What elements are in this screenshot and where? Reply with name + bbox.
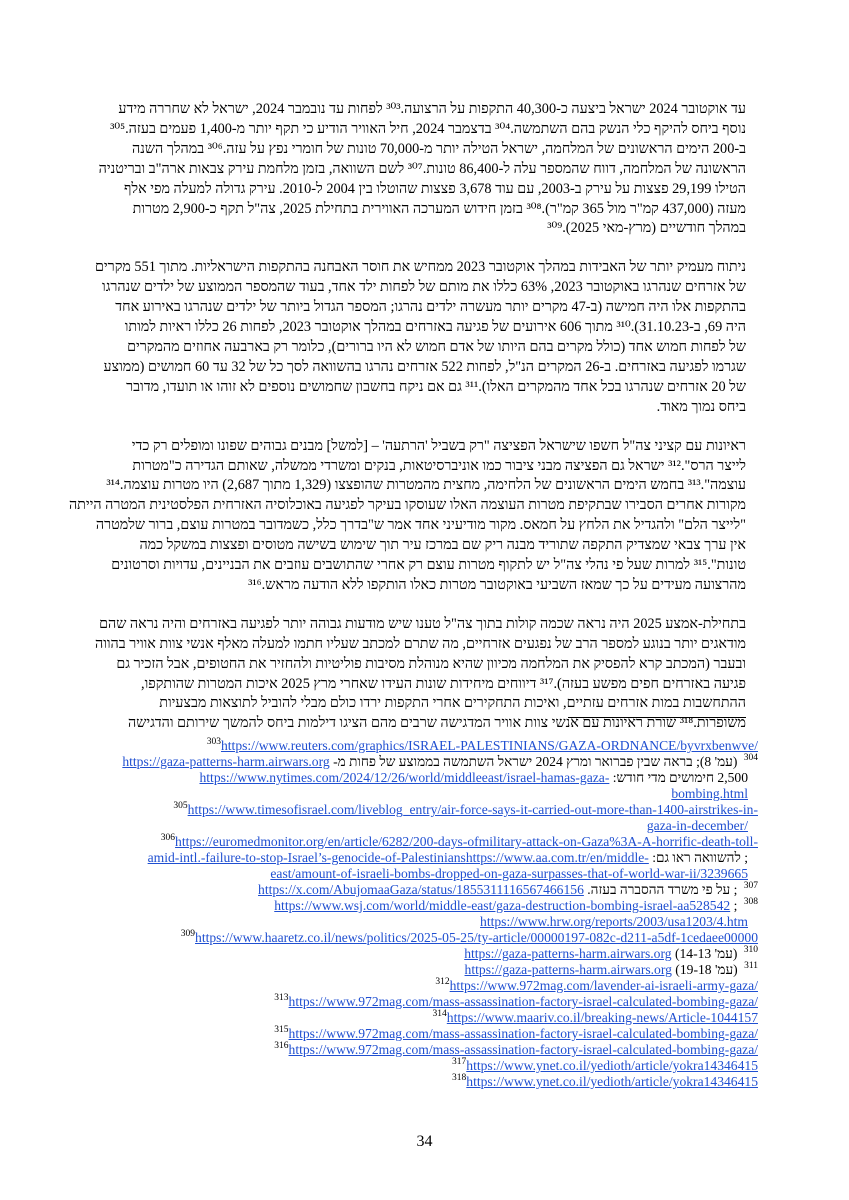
footnote (104, 962, 758, 978)
footnote-number: 315 (274, 1025, 289, 1036)
footnote (104, 1010, 758, 1026)
footnote (104, 978, 758, 994)
footnote-note: 2,500 חימושים מדי חודש: (609, 770, 748, 785)
footnote-link[interactable]: https://gaza-patterns-harm.airwars.org (464, 962, 672, 977)
footnote (104, 834, 758, 850)
text-line: הראשונה של המלחמה, דווח שהמספר עלה ל-86,400 טונות.³⁰⁷ לשם השוואה, בזמן מלחמת עירק צבאות ארה"ב ובריטניה (98, 160, 746, 177)
footnote (104, 850, 758, 866)
text-line: נוסף ביחס להיקף כלי הנשק בהם השתמשה.³⁰⁴ בדצמבר 2024, חיל האוויר הודיע כי תקף יותר מ-1,400 פעמים בעזה.³⁰⁵ (110, 120, 746, 137)
footnote-separator (568, 717, 746, 718)
footnote-link[interactable]: https://www.maariv.co.il/breaking-news/Article-1044157 (446, 1010, 758, 1025)
footnote-link[interactable]: https://www.hrw.org/reports/2003/usa1203/4.htm (480, 914, 748, 929)
footnote-link[interactable]: east/amount-of-israeli-bombs-dropped-on-gaza-surpasses-that-of-world-war-ii/3239665 (270, 866, 748, 881)
text-line: ההתחשבות במות אזרחים עזתיים, ואיכות התחקירים אחרי התקפות ירדו כולם מבלי להוביל לתוצאות מבצעיות (159, 695, 746, 712)
text-line: משופרות.³¹⁸ שורת ראיונות עם אנשי צוות אוויר המדגישה שרבים מהם הציגו דילמות ביחס להמשך שירותם והדגישה (127, 715, 746, 732)
footnotes (104, 738, 758, 1090)
text-line: ב-200 הימים הראשונים של המלחמה, ישראל הטילה יותר מ-70,000 טונות של חומרי נפץ על עזה.³⁰⁶ במהלך השנה (132, 140, 746, 157)
footnote (104, 802, 758, 818)
footnote (104, 930, 758, 946)
footnote-note: (עמ' 14-13) (671, 946, 741, 961)
text-line: מודאגים יותר בנוגע למספר הרב של נפגעים אזרחיים, מה שתרם למכתב שעליו חתמו למעלה מאלף אנשי צוות אוויר בהווה (94, 635, 746, 652)
footnote-number: 310 (743, 945, 758, 956)
footnote-link[interactable]: amid-intl.-failure-to-stop-Israel’s-genocide-of-Palestinians (147, 850, 466, 865)
footnote-link[interactable]: https://www.ynet.co.il/yedioth/article/yokra14346415 (466, 1058, 758, 1073)
text-line: לייצר הרס".³¹² ישראל גם הפציצה מבני ציבור כמו אוניברסיטאות, בנקים ומשרדי ממשלה, שאותם הגדירה כ"מטרות (132, 457, 746, 474)
text-line: ובעבר (המכתב קרא להפסיק את המלחמה מכיוון שהיא מנוהלת מסיבות פוליטיות ולהחזיר את החטופים, אבל הזכיר גם (116, 655, 746, 672)
footnote-number: 313 (274, 993, 289, 1004)
footnote-number: 311 (744, 961, 758, 972)
footnote (104, 866, 758, 882)
text-line: מהרצועה מעידים על כך שמאז השביעי באוקטובר מטרות כאלו הותקפו ללא הודעה מראש.³¹⁶ (248, 576, 746, 593)
footnote-note: (עמ' 8); בראה שבין פברואר ומרץ 2024 ישראל השתמשה בממוצע של פחות מ- (329, 754, 741, 769)
footnote-link[interactable]: https://www.reuters.com/graphics/ISRAEL-PALESTINIANS/GAZA-ORDNANCE/byvrxbenwve/ (220, 738, 758, 753)
footnote-note: ; להשוואה ראו גם: (648, 850, 748, 865)
footnote-note: (עמ' 19-18) (671, 962, 742, 977)
footnote-number: 307 (743, 881, 758, 892)
text-line: של לפחות חמוש אחד (כולל מקרים בהם היותו של אדם חמוש לא היו ברורים), כלומר רק בארבעה אחוזים מהמקרים (127, 338, 746, 355)
footnote (104, 754, 758, 770)
footnote-number: 306 (160, 833, 176, 844)
footnote-link[interactable]: https://www.wsj.com/world/middle-east/gaza-destruction-bombing-israel-aa528542 (274, 898, 731, 913)
footnote (104, 1026, 758, 1042)
text-line: עוצמה".³¹³ בחמש הימים הראשונים של הלחימה, מחצית מהמטרות שהופצצו (1,329 מתוך 2,687) היו מטרות עוצמה.³¹⁴ (106, 477, 746, 494)
footnote-number: 308 (743, 897, 758, 908)
footnote (104, 1042, 758, 1058)
main-text (68, 100, 746, 753)
footnote (104, 818, 758, 834)
text-line: של 20 אזרחים שנהרגו בכל אחד מהמקרים האלו).³¹¹ גם אם ניקח בחשבון שחמושים נוספים לא זוהו או תועדו, מדובר (126, 378, 746, 395)
footnote-link[interactable]: https://www.aa.com.tr/en/middle- (465, 850, 649, 865)
footnote-link[interactable]: bombing.html (671, 786, 748, 801)
footnote-link[interactable]: https://gaza-patterns-harm.airwars.org (464, 946, 672, 961)
text-line: "לייצר הלם" ולהגדיל את הלחץ על חמאס. מקור מודיעיני אחד אמר ש"בדרך כלל, כשמדובר במטרות עוצם, ברור שלמטרה (95, 517, 746, 534)
footnote (104, 770, 758, 786)
footnote (104, 882, 758, 898)
footnote-link[interactable]: https://gaza-patterns-harm.airwars.org (122, 754, 330, 769)
footnote-link[interactable]: https://x.com/AbujomaaGaza/status/1855311116567466156 (258, 882, 584, 897)
footnote-number: 314 (432, 1009, 447, 1020)
text-line: אין ערך צבאי שמצדיק התקפה שתוריד מבנה ריק שם במרכז עיר תוך שימוש בשישה מטוסים ופצצות במשקל כמה (139, 537, 746, 554)
text-line: מקורות אחרים הסבירו שבתקיפת מטרות העוצמה האלו שעוסקו בעיקר לפגיעה באוכלוסיה האזרחית הפלסטינית המטרה הייתה (68, 497, 746, 514)
text-line: שגרמו לפגיעה באזרחים. ב-26 המקרים הנ"ל, לפחות 522 אזרחים נהרגו בהשוואה לסך כל של 32 עד 60 חמושים (ממוצע (103, 358, 746, 375)
footnote-link[interactable]: https://www.972mag.com/mass-assassination-factory-israel-calculated-bombing-gaza/ (288, 1026, 758, 1041)
footnote-number: 304 (743, 753, 758, 764)
footnote-link[interactable]: https://euromedmonitor.org/en/article/6282/200-days-ofmilitary-attack-on-Gaza%3A-A-horrific-death-toll- (175, 834, 758, 849)
footnote (104, 738, 758, 754)
paragraph (98, 100, 746, 239)
text-line: עד אוקטובר 2024 ישראל ביצעה כ-40,300 התקפות על הרצועה.³⁰³ לפחות עד נובמבר 2024, ישראל לא שחררה מידע (118, 101, 746, 117)
text-line: טונות".³¹⁵ למרות שעל פי נהלי צה"ל יש לתקוף מטרות עוצם רק אחרי שהתושבים עוזבים את הבניינים, עדויות וסרטונים (111, 557, 746, 574)
text-line: ביחס נמוך מאוד. (656, 398, 746, 415)
text-line: היה 69, ב-31.10.23).³¹⁰ מתוך 606 אירועים של פגיעה באזרחים במהלך אוקטובר 2023, לפחות 26 כללו ראיות למותו (124, 319, 746, 336)
footnote-number: 312 (435, 977, 450, 988)
footnote-note: ; (730, 898, 741, 913)
footnote (104, 898, 758, 914)
footnote-link[interactable]: https://www.972mag.com/lavender-ai-israeli-army-gaza/ (449, 978, 758, 993)
page-number: 34 (416, 1133, 433, 1150)
paragraph (95, 258, 746, 417)
footnote-number: 316 (274, 1041, 289, 1052)
text-line: ראיונות עם קציני צה"ל חשפו שישראל הפציצה "רק בשביל 'הרתעה' – [למשל] מבנים גבוהים שפונו ומופלים רק כדי (131, 437, 746, 454)
footnote (104, 786, 758, 802)
text-line: ניתוח מעמיק יותר של האבידות במהלך אוקטובר 2023 ממחיש את חוסר האבחנה בהתקפות הישראליות. מתוך 551 מקרים (95, 259, 746, 276)
text-line: פגיעה באזרחים חפים מפשע בעזה).³¹⁷ דיווחים מיחידות שונות העידו שאחרי מרץ 2025 איכות המטרות שהותקפו, (141, 675, 746, 692)
text-line: הטילו 29,199 פצצות על עירק ב-2003, עם עוד 3,678 פצצות שהוטלו בין 2004 ל-2010. עירק גדולה למעלה מפי אלף (124, 180, 746, 197)
footnote (104, 1074, 758, 1090)
paragraph (68, 437, 746, 596)
footnote-link[interactable]: gaza-in-december/ (646, 818, 748, 833)
footnote-number: 317 (452, 1057, 467, 1068)
text-line: של אזרחים שנהרגו באוקטובר 2023, 63% כללו את מותם של לפחות ילד אחד, בעוד שהמספר הממוצע של ילדים שנהרגו (102, 279, 746, 296)
footnote-link[interactable]: https://www.haaretz.co.il/news/politics/2025-05-25/ty-article/00000197-082c-d211-a5df-1cedaee00000 (195, 930, 758, 945)
text-line: מעזה (437,000 קמ"ר מול 365 קמ"ר).³⁰⁸ בזמן חידוש המערכה האווירית בתחילת 2025, צה"ל תקף כ-2,900 מטרות (132, 200, 746, 217)
footnote-number: 303 (206, 737, 221, 748)
text-line: בתחילת-אמצע 2025 היה נראה שכמה קולות בתוך צה"ל טענו שיש מודעות גבוהה יותר לפגיעה באזרחים והיה נראה שהם (99, 615, 746, 632)
text-line: במהלך חודשיים (מרץ-מאי 2025).³⁰⁹ (547, 220, 746, 237)
footnote (104, 946, 758, 962)
footnote-link[interactable]: https://www.nytimes.com/2024/12/26/world/middleeast/israel-hamas-gaza- (199, 770, 610, 785)
footnote (104, 1058, 758, 1074)
footnote-note: ; על פי משרד ההסברה בעזה. (583, 882, 741, 897)
footnote-link[interactable]: https://www.ynet.co.il/yedioth/article/yokra14346415 (466, 1074, 758, 1089)
footnote-number: 305 (173, 801, 188, 812)
footnote-link[interactable]: https://www.972mag.com/mass-assassination-factory-israel-calculated-bombing-gaza/ (288, 1042, 758, 1057)
footnote (104, 914, 758, 930)
footnote (104, 994, 758, 1010)
footnote-number: 309 (180, 929, 196, 940)
text-line: בהתקפות אלו היה חמישה (ב-47 מקרים יותר מעשרה ילדים נהרגו; המספר הגדול ביותר של ילדים שנהרגו באירוע אחד (115, 299, 746, 316)
footnote-link[interactable]: https://www.timesofisrael.com/liveblog_entry/air-force-says-it-carried-out-more-than-1400-airstrikes-in- (187, 802, 758, 817)
footnote-number: 318 (452, 1073, 467, 1084)
footnote-link[interactable]: https://www.972mag.com/mass-assassination-factory-israel-calculated-bombing-gaza/ (288, 994, 758, 1009)
